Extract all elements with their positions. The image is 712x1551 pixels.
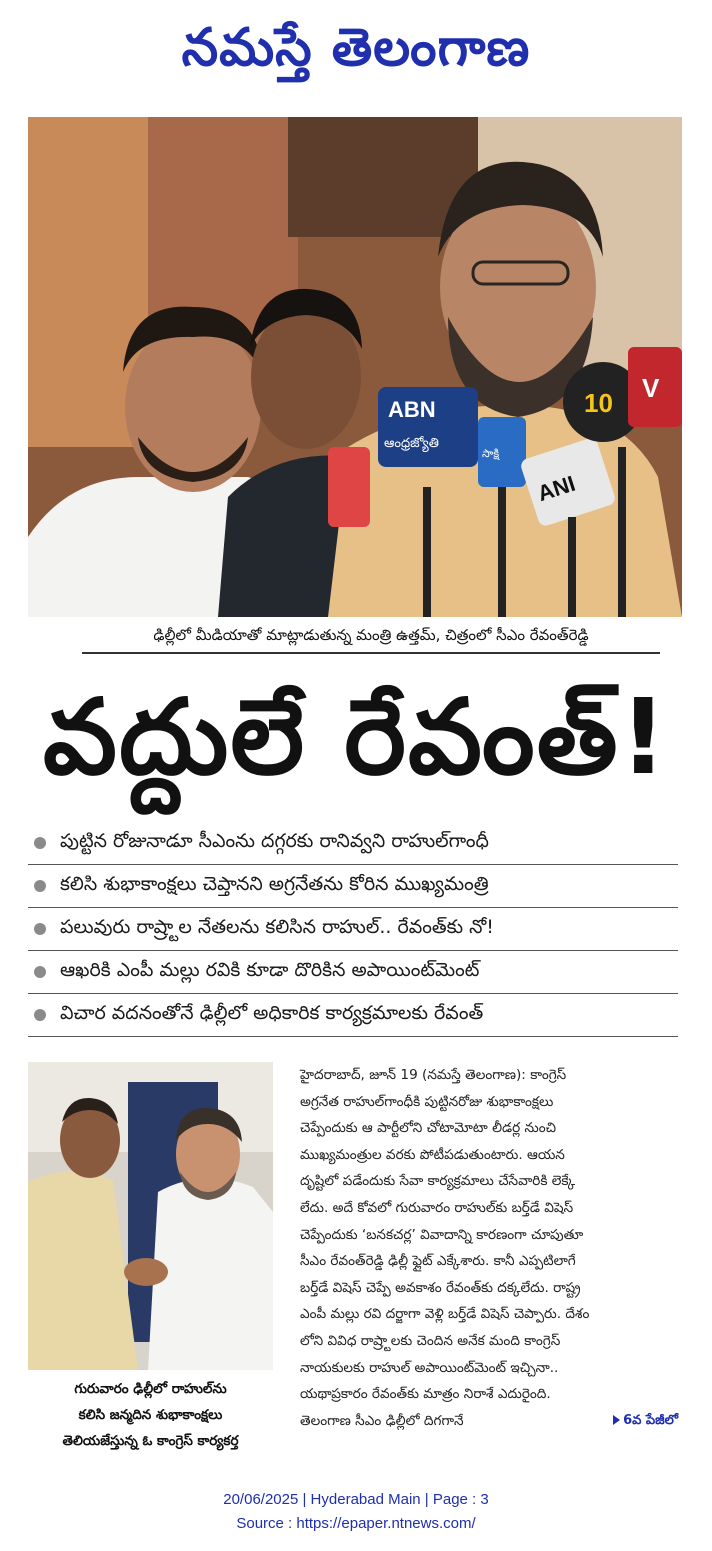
highlight-item (28, 908, 678, 951)
top-news-photo (28, 117, 682, 617)
mic-label-andhrajyothy: ఆంధ్రజ్యోతి (384, 436, 439, 451)
article-line: లేదు. అదే కోవలో గురువారం రాహుల్‌కు బర్త్‌డే విషెస్‌ (300, 1199, 574, 1216)
article-line: నాయకులకు రాహుల్‌ అపాయింట్‌మెంట్‌ ఇచ్చినా.. (300, 1359, 559, 1376)
highlight-text: కలిసి శుభాకాంక్షలు చెప్తానని అగ్రనేతను కోరిన ముఖ్యమంత్రి (60, 872, 489, 895)
highlight-item (28, 994, 678, 1037)
article-line: సీఎం రేవంత్‌రెడ్డి ఢిల్లీ ఫ్లైట్‌ ఎక్కేశారు. కానీ ఎప్పటిలాగే (300, 1253, 576, 1270)
highlight-item (28, 951, 678, 994)
arrow-right-icon (613, 1415, 620, 1425)
mic-label-10tv: 10 (584, 388, 613, 418)
footer-edition-info: 20/06/2025 | Hyderabad Main | Page : 3 (223, 1491, 489, 1508)
article-line: యథాప్రకారం రేవంత్‌కు మాత్రం నిరాశే ఎదురైంది. (300, 1386, 551, 1403)
article-line: చెప్పేందుకు ఆ పార్టీలోని చోటామోటా లీడర్ల నుంచి (300, 1120, 557, 1137)
headline: వద్దులే రేవంత్‌! (43, 676, 669, 798)
mic-label-sakshi: సాక్షి (482, 447, 500, 460)
bullet-dot-icon (34, 923, 46, 935)
bullet-dot-icon (34, 966, 46, 978)
mic-label-abn: ABN (388, 397, 436, 422)
article-line: హైదరాబాద్‌, జూన్‌ 19 (నమస్తే తెలంగాణ): కాంగ్రెస్‌ (300, 1067, 567, 1083)
mic-label-v: V (642, 373, 660, 403)
highlight-item (28, 865, 678, 908)
highlight-text: పలువురు రాష్ర్టాల నేతలను కలిసిన రాహుల్‌.. రేవంత్‌కు నో! (60, 915, 494, 938)
bullet-dot-icon (34, 880, 46, 892)
mic-label-ani: ANI (534, 470, 579, 507)
highlights-list (28, 822, 678, 1037)
caption-line: తెలియజేస్తున్న ఓ కాంగ్రెస్‌ కార్యకర్త (62, 1433, 239, 1449)
article-line: లోని వివిధ రాష్ర్టాలకు చెందిన అనేక మంది కాంగ్రెస్‌ (300, 1332, 561, 1349)
continued-label: 6వ పేజీలో (623, 1412, 678, 1428)
bottom-photo-caption (28, 1376, 273, 1454)
page-footer (0, 1488, 712, 1536)
article-line: చెప్పేందుకు ‘బనకచర్ల’ వివాదాన్ని కారణంగా చూపుతూ (300, 1226, 584, 1243)
article-last-line (300, 1408, 678, 1435)
bullet-dot-icon (34, 1009, 46, 1021)
highlight-text: విచార వదనంతోనే ఢిల్లీలో అధికారిక కార్యక్రమాలకు రేవంత్‌ (60, 1001, 484, 1024)
article-line: బర్త్‌డే విషెస్‌ చెప్పే అవకాశం రేవంత్‌కు దక్కలేదు. రాష్ట్ర (300, 1279, 581, 1296)
top-photo-caption: ఢిల్లీలో మీడియాతో మాట్లాడుతున్న మంత్రి ఉత్తమ్, చిత్రంలో సీఎం రేవంత్‌రెడ్డి (82, 620, 660, 654)
footer-source[interactable]: Source : https://epaper.ntnews.com/ (236, 1515, 476, 1532)
caption-line: కలిసి జన్మదిన శుభాకాంక్షలు (78, 1407, 223, 1423)
article-body (300, 1062, 678, 1434)
masthead-title: నమస్తే తెలంగాణ (181, 17, 531, 78)
article-line: తెలంగాణ సీఎం ఢిల్లీలో దిగగానే (300, 1412, 464, 1429)
article-line: ముఖ్యమంత్రుల వరకు పోటీపడుతుంటారు. ఆయన (300, 1146, 565, 1163)
article-line: ఎంపీ మల్లు రవి దర్జాగా వెళ్లి బర్త్‌డే విషెస్‌ చెప్పారు. దేశం (300, 1306, 590, 1323)
highlight-text: ఆఖరికి ఎంపీ మల్లు రవికి కూడా దొరికిన అపాయింట్‌మెంట్‌ (60, 958, 480, 981)
bullet-dot-icon (34, 837, 46, 849)
article-line: అగ్రనేత రాహుల్‌గాంధీకి పుట్టినరోజు శుభాకాంక్షలు (300, 1093, 554, 1110)
caption-line: గురువారం ఢిల్లీలో రాహుల్‌ను (74, 1381, 227, 1397)
bottom-news-photo (28, 1062, 273, 1370)
highlight-text: పుట్టిన రోజునాడూ సీఎంను దగ్గరకు రానివ్వని రాహుల్‌గాంధీ (60, 829, 489, 852)
article-line: దృష్టిలో పడేందుకు సేవా కార్యక్రమాలు చేసేవారికి లెక్కే (300, 1173, 576, 1190)
continued-link[interactable] (613, 1408, 678, 1435)
highlight-item (28, 822, 678, 865)
